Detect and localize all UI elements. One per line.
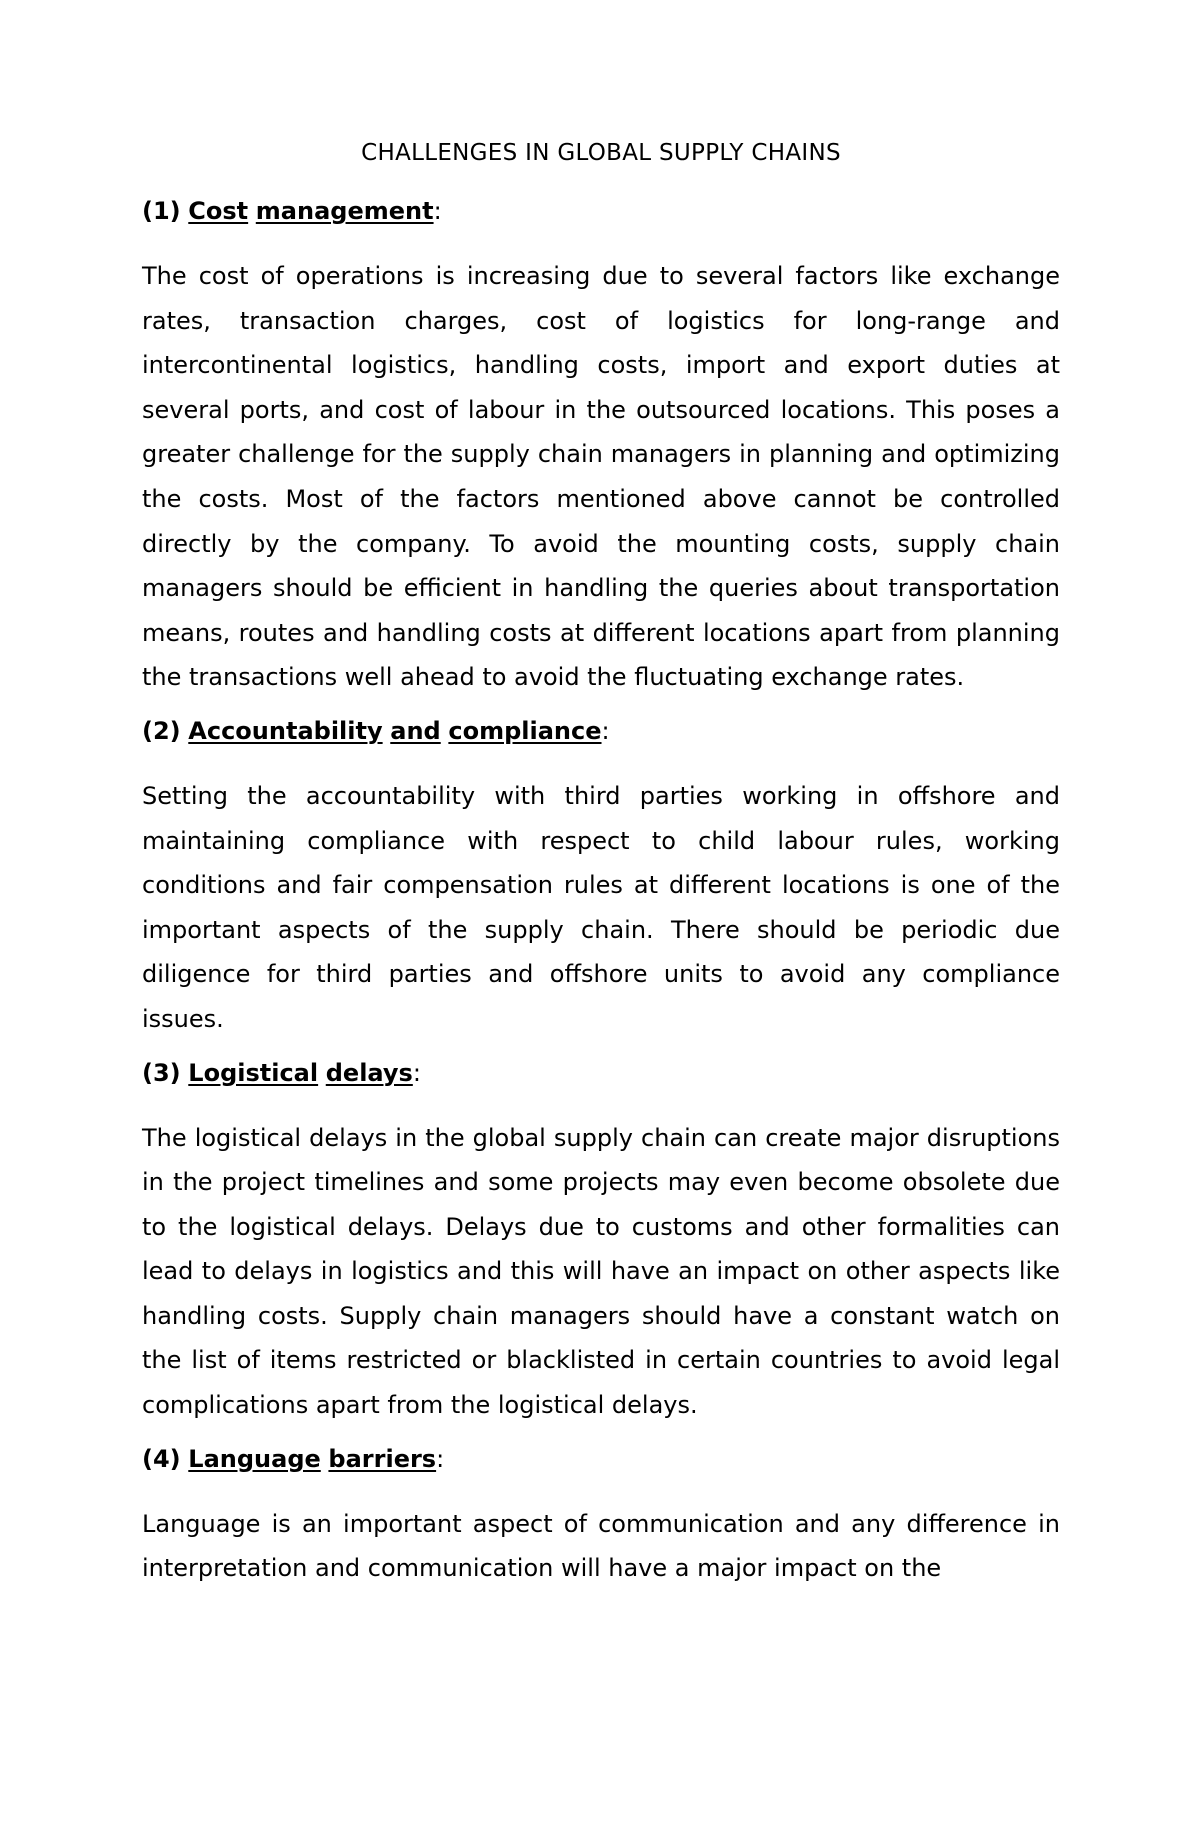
section-heading-accountability-compliance [142,716,1060,746]
section-number: (1) [142,197,181,225]
heading-word: management [255,197,434,225]
section-body-accountability-compliance: Setting the accountability with third parties working in offshore and maintaining compliance with respect to child labour rules, working conditions and fair compensation rules at different locations is one of the important aspects of the supply chain. There should be periodic due diligence for third parties and offshore units to avoid any compliance issues. [142,781,1060,1033]
heading-word: Accountability [188,716,383,745]
section-heading-cost-management [142,196,1060,226]
section-body-logistical-delays: The logistical delays in the global supply chain can create major disruptions in the project timelines and some projects may even become obsolete due to the logistical delays. Delays due to customs and other formalities can lead to delays in logistics and this will have an impact on other aspects like handling costs. Supply chain managers should have a constant watch on the list of items restricted or blacklisted in certain countries to avoid legal complications apart from the logistical delays. [142,1123,1060,1420]
heading-word: delays [325,1058,413,1087]
heading-word: Logistical [188,1058,319,1087]
section-number: (4) [142,1444,181,1473]
heading-suffix: : [601,716,610,745]
section-number: (3) [142,1058,181,1087]
heading-suffix: : [412,1058,421,1087]
heading-word: Cost [188,197,249,225]
heading-word: barriers [328,1444,437,1473]
document-content [142,138,1060,1607]
section-heading-language-barriers [142,1444,1060,1474]
section-body-cost-management: The cost of operations is increasing due to several factors like exchange rates, transaction charges, cost of logistics for long-range and intercontinental logistics, handling costs, import and export duties at several ports, and cost of labour in the outsourced locations. This poses a greater challenge for the supply chain managers in planning and optimizing the costs. Most of the factors mentioned above cannot be controlled directly by the company. To avoid the mounting costs, supply chain managers should be efficient in handling the queries about transportation means, routes and handling costs at different locations apart from planning the transactions well ahead to avoid the fluctuating exchange rates. [142,262,1060,692]
heading-word: Language [188,1444,321,1473]
heading-suffix: : [436,1444,445,1473]
heading-word: and [390,716,441,745]
section-number: (2) [142,716,181,745]
heading-word: compliance [448,716,602,745]
section-heading-logistical-delays [142,1058,1060,1088]
document-title: CHALLENGES IN GLOBAL SUPPLY CHAINS [361,140,841,166]
heading-suffix: : [433,197,442,225]
section-body-language-barriers: Language is an important aspect of communication and any difference in interpretation and communication will have a major impact on the [142,1509,1060,1583]
